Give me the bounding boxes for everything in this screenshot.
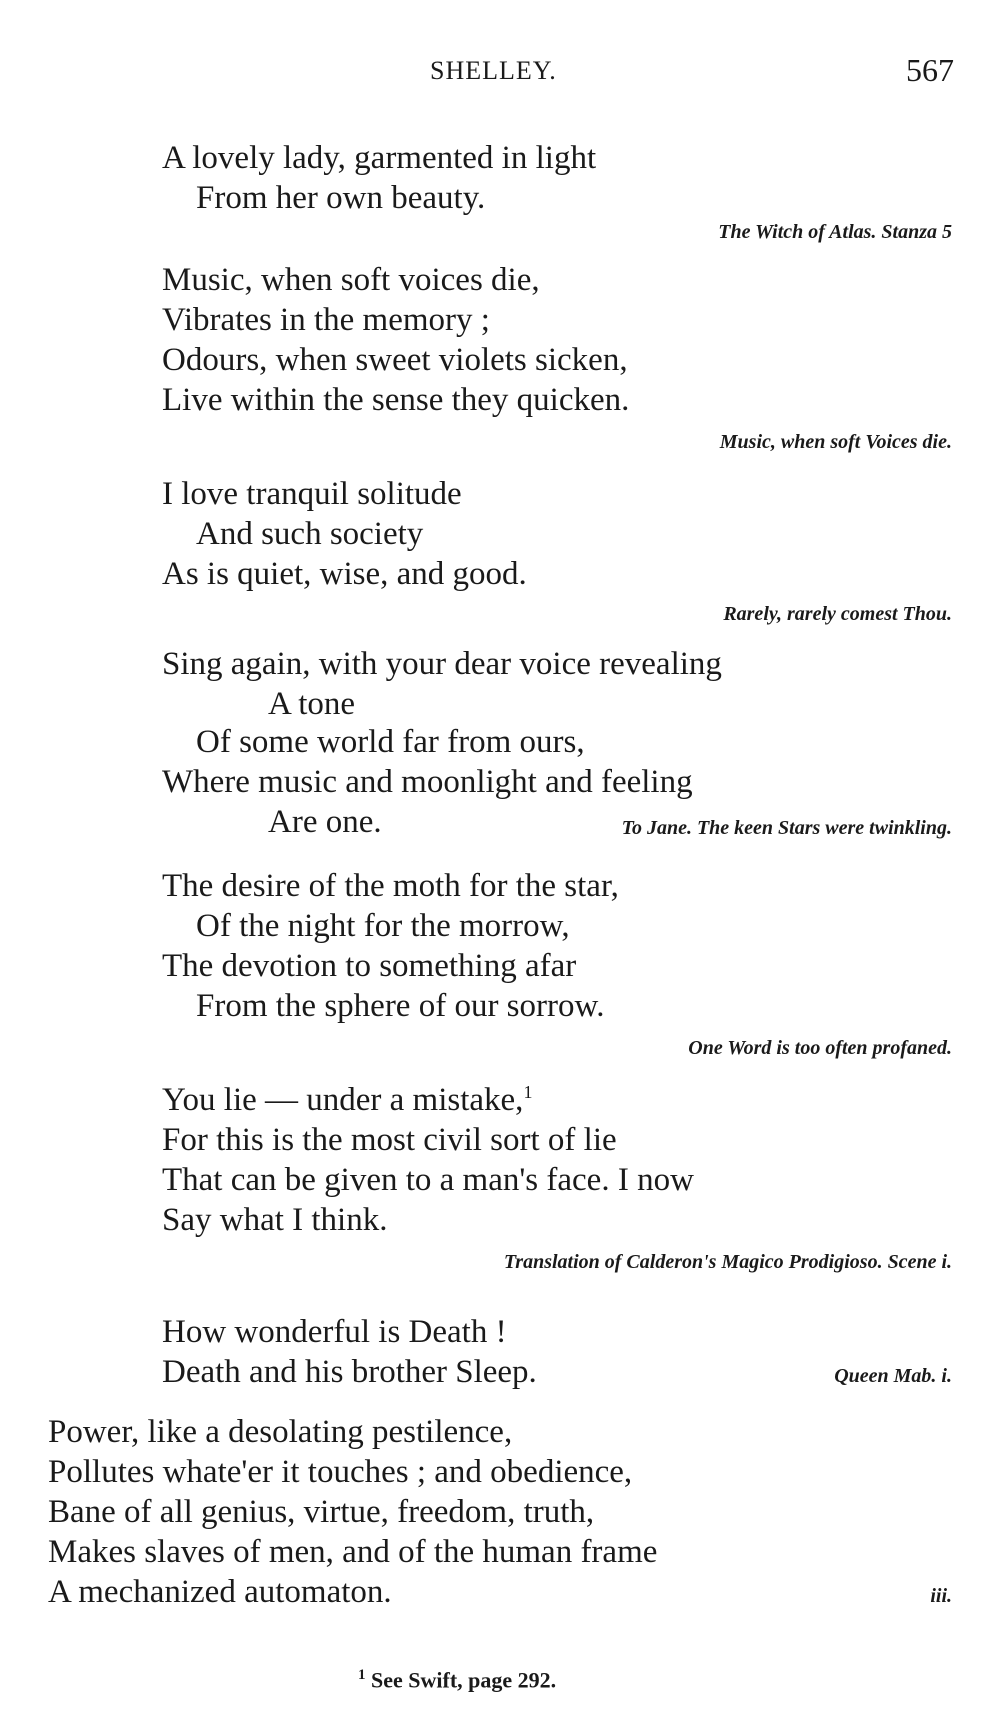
verse-line: Odours, when sweet violets sicken, xyxy=(162,342,628,378)
verse-line: A mechanized automaton. xyxy=(48,1574,392,1610)
footnote-reference: 1 xyxy=(523,1082,533,1102)
verse-line: Say what I think. xyxy=(162,1202,388,1238)
verse-line: Live within the sense they quicken. xyxy=(162,382,630,418)
footnote xyxy=(358,1667,556,1693)
verse-line: I love tranquil solitude xyxy=(162,476,462,512)
verse-line: As is quiet, wise, and good. xyxy=(162,556,527,592)
quote-source: Music, when soft Voices die. xyxy=(719,431,952,453)
page-number: 567 xyxy=(906,52,954,88)
verse-line-text: You lie — under a mistake, xyxy=(162,1082,524,1118)
verse-line: A tone xyxy=(268,686,356,722)
verse-line: A lovely lady, garmented in light xyxy=(162,140,597,176)
verse-line: Of the night for the morrow, xyxy=(196,908,570,944)
footnote-marker: 1 xyxy=(358,1667,366,1683)
quote-source: Queen Mab. i. xyxy=(834,1365,952,1387)
verse-line: For this is the most civil sort of lie xyxy=(162,1122,617,1158)
quote-source: iii. xyxy=(930,1585,952,1607)
verse-line: Bane of all genius, virtue, freedom, truth, xyxy=(48,1494,595,1530)
verse-line: The desire of the moth for the star, xyxy=(162,868,619,904)
verse-line: How wonderful is Death ! xyxy=(162,1314,507,1350)
verse-line: Where music and moonlight and feeling xyxy=(162,764,693,800)
quote-source: One Word is too often profaned. xyxy=(688,1037,952,1059)
verse-line: Music, when soft voices die, xyxy=(162,262,540,298)
verse-line: Makes slaves of men, and of the human frame xyxy=(48,1534,658,1570)
verse-line: Of some world far from ours, xyxy=(196,724,585,760)
verse-line: And such society xyxy=(196,516,424,552)
verse-line: From her own beauty. xyxy=(196,180,486,216)
verse-line: Death and his brother Sleep. xyxy=(162,1354,537,1390)
quote-source: The Witch of Atlas. Stanza 5 xyxy=(718,221,952,243)
verse-line: From the sphere of our sorrow. xyxy=(196,988,605,1024)
verse-line: Vibrates in the memory ; xyxy=(162,302,490,338)
running-title: SHELLEY. xyxy=(430,56,557,85)
quote-source: Translation of Calderon's Magico Prodigioso. Scene i. xyxy=(503,1251,952,1273)
footnote-text: See Swift, page 292. xyxy=(371,1667,557,1693)
verse-line: The devotion to something afar xyxy=(162,948,577,984)
verse-line: Pollutes whate'er it touches ; and obedience, xyxy=(48,1454,633,1490)
quote-source: To Jane. The keen Stars were twinkling. xyxy=(621,817,952,839)
quote-source: Rarely, rarely comest Thou. xyxy=(723,603,952,625)
verse-line: Power, like a desolating pestilence, xyxy=(48,1414,513,1450)
verse-line: Sing again, with your dear voice revealing xyxy=(162,646,722,682)
verse-line: Are one. xyxy=(268,804,382,840)
verse-line xyxy=(162,1084,532,1117)
verse-line: That can be given to a man's face. I now xyxy=(162,1162,694,1198)
